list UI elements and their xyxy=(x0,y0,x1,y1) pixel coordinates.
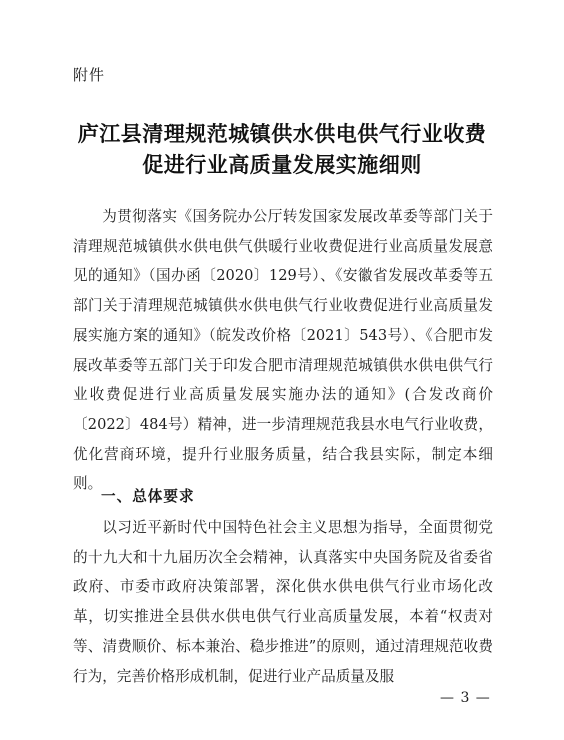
document-title-line-1: 庐江县清理规范城镇供水供电供气行业收费 xyxy=(77,121,487,146)
document-title-line-2: 促进行业高质量发展实施细则 xyxy=(142,152,422,177)
requirements-paragraph-block xyxy=(73,513,493,691)
section-heading: 一、总体要求 xyxy=(101,488,195,505)
requirements-paragraph: 以习近平新时代中国特色社会主义思想为指导，全面贯彻党的十九大和十九届历次全会精神，认真落实中央国务院及省委省政府、市委市政府决策部署，深化供水供电供气行业市场化改革，切实推进全县供水供电供气行业高质量发展，本着“权责对等、清费顺价、标本兼治、稳步推进”的原则，通过清理规范收费行为，完善价格形成机制，促进行业产品质量及服 xyxy=(73,519,493,685)
page-number: — 3 — xyxy=(440,690,491,706)
intro-paragraph: 为贯彻落实《国务院办公厅转发国家发展改革委等部门关于清理规范城镇供水供电供气供暖行业收费促进行业高质量发展意见的通知》（国办函〔2020〕129号）、《安徽省发展改革委等五部门关于清理规范城镇供水供电供气行业收费促进行业高质量发展实施方案的通知》（皖发改价格〔2021〕543号）、《合肥市发展改革委等五部门关于印发合肥市清理规范城镇供水供电供气行业收费促进行业高质量发展实施办法的通知》(合发改商价〔2022〕484号）精神，进一步清理规范我县水电气行业收费，优化营商环境，提升行业服务质量，结合我县实际，制定本细则。 xyxy=(73,208,493,493)
attachment-label: 附件 xyxy=(73,66,106,84)
intro-paragraph-block xyxy=(73,202,493,499)
